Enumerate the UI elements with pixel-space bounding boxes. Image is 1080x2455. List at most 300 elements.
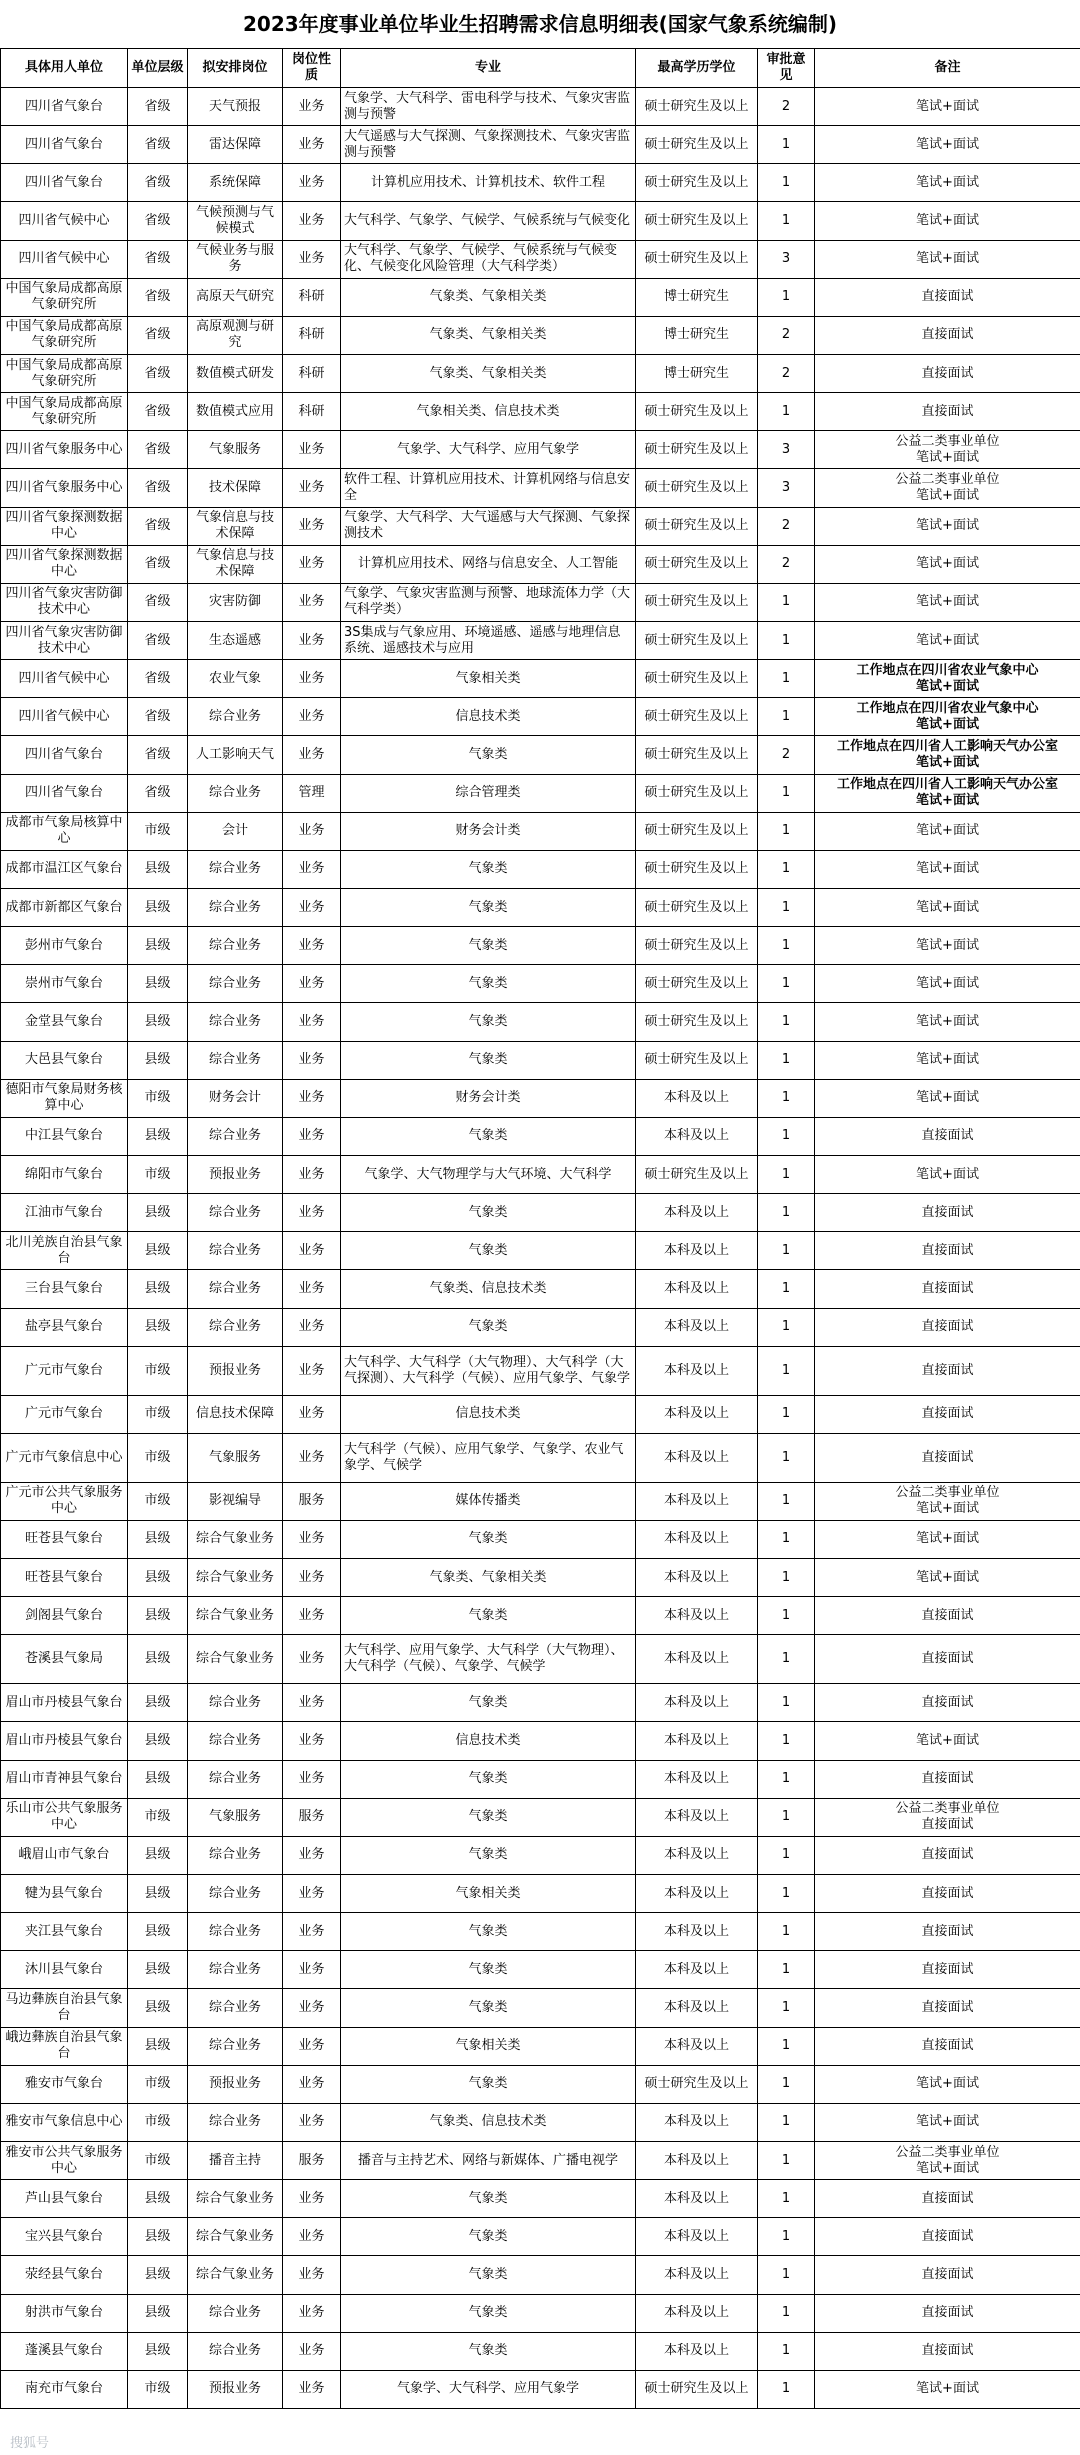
approval-cell: 1 [758, 1520, 815, 1558]
table-row [1, 660, 1080, 698]
degree-cell: 本科及以上 [636, 2027, 758, 2065]
table-row [1, 1798, 1080, 1836]
remark-cell: 直接面试 [815, 1194, 1080, 1232]
col-header-level: 单位层级 [128, 49, 188, 88]
table-row [1, 1433, 1080, 1482]
level-cell: 县级 [128, 1913, 188, 1951]
table-row [1, 2294, 1080, 2332]
major-cell: 气象类 [341, 1913, 636, 1951]
major-cell: 气象类 [341, 1760, 636, 1798]
remark-cell: 工作地点在四川省农业气象中心 笔试+面试 [815, 660, 1080, 698]
unit-cell: 旺苍县气象台 [1, 1520, 128, 1558]
degree-cell: 本科及以上 [636, 1635, 758, 1684]
remark-cell: 直接面试 [815, 1308, 1080, 1346]
remark-cell: 直接面试 [815, 1989, 1080, 2027]
remark-cell: 直接面试 [815, 2180, 1080, 2218]
table-row [1, 2332, 1080, 2370]
level-cell: 省级 [128, 469, 188, 507]
degree-cell: 本科及以上 [636, 1559, 758, 1597]
remark-cell: 笔试+面试 [815, 1003, 1080, 1041]
post-cell: 预报业务 [188, 2370, 283, 2408]
unit-cell: 崇州市气象台 [1, 965, 128, 1003]
unit-cell: 四川省气象灾害防御技术中心 [1, 621, 128, 659]
post-cell: 综合气象业务 [188, 1597, 283, 1635]
table-body [1, 88, 1080, 2409]
major-cell: 财务会计类 [341, 1079, 636, 1117]
table-row [1, 1270, 1080, 1308]
post-cell: 灾害防御 [188, 583, 283, 621]
nature-cell: 业务 [283, 1232, 341, 1270]
remark-cell: 直接面试 [815, 1232, 1080, 1270]
post-cell: 雷达保障 [188, 126, 283, 164]
unit-cell: 眉山市青神县气象台 [1, 1760, 128, 1798]
post-cell: 数值模式研发 [188, 354, 283, 392]
unit-cell: 宝兴县气象台 [1, 2218, 128, 2256]
degree-cell: 本科及以上 [636, 2103, 758, 2141]
remark-cell: 笔试+面试 [815, 88, 1080, 126]
table-row [1, 2370, 1080, 2408]
table-row [1, 240, 1080, 278]
remark-cell: 直接面试 [815, 278, 1080, 316]
major-cell: 气象类 [341, 1597, 636, 1635]
nature-cell: 业务 [283, 2027, 341, 2065]
remark-cell: 直接面试 [815, 1346, 1080, 1395]
unit-cell: 中国气象局成都高原气象研究所 [1, 354, 128, 392]
major-cell: 大气科学、大气科学（大气物理）、大气科学（大气探测）、大气科学（气候）、应用气象学、气象学 [341, 1346, 636, 1395]
table-row [1, 1155, 1080, 1193]
remark-cell: 笔试+面试 [815, 888, 1080, 926]
level-cell: 县级 [128, 965, 188, 1003]
nature-cell: 业务 [283, 1194, 341, 1232]
approval-cell: 1 [758, 2332, 815, 2370]
major-cell: 信息技术类 [341, 1722, 636, 1760]
approval-cell: 1 [758, 393, 815, 431]
post-cell: 综合业务 [188, 698, 283, 736]
approval-cell: 1 [758, 621, 815, 659]
degree-cell: 本科及以上 [636, 1270, 758, 1308]
approval-cell: 2 [758, 507, 815, 545]
approval-cell: 1 [758, 812, 815, 850]
approval-cell: 1 [758, 1308, 815, 1346]
major-cell: 软件工程、计算机应用技术、计算机网络与信息安全 [341, 469, 636, 507]
post-cell: 综合业务 [188, 1003, 283, 1041]
level-cell: 县级 [128, 1989, 188, 2027]
table-row [1, 1232, 1080, 1270]
table-row [1, 393, 1080, 431]
nature-cell: 业务 [283, 1308, 341, 1346]
approval-cell: 1 [758, 2218, 815, 2256]
post-cell: 生态遥感 [188, 621, 283, 659]
major-cell: 气象类 [341, 1003, 636, 1041]
post-cell: 综合业务 [188, 1951, 283, 1989]
unit-cell: 荥经县气象台 [1, 2256, 128, 2294]
unit-cell: 四川省气象探测数据中心 [1, 507, 128, 545]
unit-cell: 四川省气象台 [1, 126, 128, 164]
nature-cell: 业务 [283, 2294, 341, 2332]
col-header-nature: 岗位性质 [283, 49, 341, 88]
post-cell: 综合业务 [188, 1875, 283, 1913]
remark-cell: 直接面试 [815, 2332, 1080, 2370]
major-cell: 信息技术类 [341, 698, 636, 736]
level-cell: 县级 [128, 1117, 188, 1155]
nature-cell: 业务 [283, 698, 341, 736]
level-cell: 省级 [128, 202, 188, 240]
nature-cell: 业务 [283, 1760, 341, 1798]
major-cell: 气象类、气象相关类 [341, 1559, 636, 1597]
unit-cell: 中国气象局成都高原气象研究所 [1, 316, 128, 354]
unit-cell: 南充市气象台 [1, 2370, 128, 2408]
major-cell: 气象类 [341, 888, 636, 926]
approval-cell: 1 [758, 1194, 815, 1232]
col-header-unit: 具体用人单位 [1, 49, 128, 88]
major-cell: 气象类、信息技术类 [341, 1270, 636, 1308]
post-cell: 气候预测与气候模式 [188, 202, 283, 240]
post-cell: 信息技术保障 [188, 1395, 283, 1433]
major-cell: 气象类、气象相关类 [341, 316, 636, 354]
col-header-approval: 审批意见 [758, 49, 815, 88]
post-cell: 综合气象业务 [188, 1559, 283, 1597]
degree-cell: 硕士研究生及以上 [636, 660, 758, 698]
nature-cell: 业务 [283, 1559, 341, 1597]
post-cell: 综合业务 [188, 1913, 283, 1951]
table-row [1, 774, 1080, 812]
major-cell: 计算机应用技术、网络与信息安全、人工智能 [341, 545, 636, 583]
remark-cell: 直接面试 [815, 1395, 1080, 1433]
table-row [1, 545, 1080, 583]
remark-cell: 直接面试 [815, 393, 1080, 431]
level-cell: 省级 [128, 621, 188, 659]
degree-cell: 硕士研究生及以上 [636, 2370, 758, 2408]
post-cell: 播音主持 [188, 2142, 283, 2180]
major-cell: 大气科学、气象学、气候学、气候系统与气候变化、气候变化风险管理（大气科学类） [341, 240, 636, 278]
degree-cell: 硕士研究生及以上 [636, 736, 758, 774]
approval-cell: 1 [758, 1395, 815, 1433]
level-cell: 市级 [128, 2370, 188, 2408]
remark-cell: 直接面试 [815, 1836, 1080, 1874]
remark-cell: 公益二类事业单位 笔试+面试 [815, 431, 1080, 469]
major-cell: 气象类 [341, 2218, 636, 2256]
major-cell: 气象学、大气科学、雷电科学与技术、气象灾害监测与预警 [341, 88, 636, 126]
remark-cell: 公益二类事业单位 笔试+面试 [815, 1482, 1080, 1520]
remark-cell: 笔试+面试 [815, 1559, 1080, 1597]
nature-cell: 业务 [283, 507, 341, 545]
remark-cell: 笔试+面试 [815, 812, 1080, 850]
level-cell: 县级 [128, 888, 188, 926]
degree-cell: 本科及以上 [636, 1913, 758, 1951]
degree-cell: 本科及以上 [636, 2294, 758, 2332]
nature-cell: 业务 [283, 965, 341, 1003]
post-cell: 农业气象 [188, 660, 283, 698]
table-row [1, 1395, 1080, 1433]
table-row [1, 736, 1080, 774]
unit-cell: 四川省气象灾害防御技术中心 [1, 583, 128, 621]
table-row [1, 2256, 1080, 2294]
major-cell: 大气遥感与大气探测、气象探测技术、气象灾害监测与预警 [341, 126, 636, 164]
table-row [1, 1079, 1080, 1117]
col-header-degree: 最高学历学位 [636, 49, 758, 88]
degree-cell: 硕士研究生及以上 [636, 469, 758, 507]
major-cell: 气象相关类 [341, 1875, 636, 1913]
table-header-row [1, 49, 1080, 88]
major-cell: 大气科学、应用气象学、大气科学（大气物理）、大气科学（气候）、气象学、气候学 [341, 1635, 636, 1684]
post-cell: 综合气象业务 [188, 1520, 283, 1558]
post-cell: 综合业务 [188, 927, 283, 965]
level-cell: 县级 [128, 1597, 188, 1635]
major-cell: 气象学、大气科学、大气遥感与大气探测、气象探测技术 [341, 507, 636, 545]
approval-cell: 1 [758, 1684, 815, 1722]
post-cell: 综合业务 [188, 1684, 283, 1722]
nature-cell: 业务 [283, 88, 341, 126]
degree-cell: 硕士研究生及以上 [636, 393, 758, 431]
major-cell: 气象类 [341, 850, 636, 888]
level-cell: 县级 [128, 1684, 188, 1722]
post-cell: 气象服务 [188, 1433, 283, 1482]
unit-cell: 成都市新都区气象台 [1, 888, 128, 926]
level-cell: 县级 [128, 1635, 188, 1684]
degree-cell: 本科及以上 [636, 1798, 758, 1836]
table-row [1, 2103, 1080, 2141]
approval-cell: 1 [758, 1722, 815, 1760]
table-row [1, 1041, 1080, 1079]
level-cell: 省级 [128, 316, 188, 354]
table-row [1, 1559, 1080, 1597]
table-row [1, 354, 1080, 392]
nature-cell: 业务 [283, 2218, 341, 2256]
remark-cell: 直接面试 [815, 1951, 1080, 1989]
major-cell: 气象类 [341, 2332, 636, 2370]
post-cell: 气候业务与服务 [188, 240, 283, 278]
major-cell: 气象类 [341, 1684, 636, 1722]
remark-cell: 笔试+面试 [815, 164, 1080, 202]
post-cell: 综合业务 [188, 1194, 283, 1232]
level-cell: 市级 [128, 2103, 188, 2141]
major-cell: 气象学、大气物理学与大气环境、大气科学 [341, 1155, 636, 1193]
major-cell: 气象类 [341, 1194, 636, 1232]
unit-cell: 盐亭县气象台 [1, 1308, 128, 1346]
major-cell: 信息技术类 [341, 1395, 636, 1433]
approval-cell: 1 [758, 1559, 815, 1597]
unit-cell: 四川省气候中心 [1, 202, 128, 240]
remark-cell: 直接面试 [815, 1117, 1080, 1155]
major-cell: 气象类 [341, 1232, 636, 1270]
unit-cell: 中国气象局成都高原气象研究所 [1, 278, 128, 316]
nature-cell: 业务 [283, 1003, 341, 1041]
approval-cell: 1 [758, 1346, 815, 1395]
degree-cell: 硕士研究生及以上 [636, 507, 758, 545]
major-cell: 媒体传播类 [341, 1482, 636, 1520]
unit-cell: 成都市气象局核算中心 [1, 812, 128, 850]
nature-cell: 业务 [283, 1117, 341, 1155]
level-cell: 县级 [128, 1875, 188, 1913]
nature-cell: 业务 [283, 1684, 341, 1722]
table-row [1, 965, 1080, 1003]
post-cell: 综合业务 [188, 1760, 283, 1798]
approval-cell: 3 [758, 240, 815, 278]
post-cell: 影视编导 [188, 1482, 283, 1520]
approval-cell: 3 [758, 431, 815, 469]
nature-cell: 业务 [283, 1635, 341, 1684]
major-cell: 气象类 [341, 1989, 636, 2027]
unit-cell: 广元市公共气象服务中心 [1, 1482, 128, 1520]
remark-cell: 笔试+面试 [815, 1722, 1080, 1760]
level-cell: 县级 [128, 1836, 188, 1874]
degree-cell: 硕士研究生及以上 [636, 1155, 758, 1193]
post-cell: 综合业务 [188, 1270, 283, 1308]
nature-cell: 业务 [283, 1520, 341, 1558]
level-cell: 省级 [128, 736, 188, 774]
level-cell: 县级 [128, 2294, 188, 2332]
approval-cell: 1 [758, 1798, 815, 1836]
post-cell: 综合业务 [188, 1041, 283, 1079]
nature-cell: 业务 [283, 888, 341, 926]
degree-cell: 硕士研究生及以上 [636, 812, 758, 850]
nature-cell: 业务 [283, 1346, 341, 1395]
remark-cell: 笔试+面试 [815, 126, 1080, 164]
major-cell: 气象类 [341, 2065, 636, 2103]
level-cell: 县级 [128, 1194, 188, 1232]
table-row [1, 469, 1080, 507]
post-cell: 系统保障 [188, 164, 283, 202]
nature-cell: 业务 [283, 1913, 341, 1951]
degree-cell: 本科及以上 [636, 1194, 758, 1232]
table-row [1, 507, 1080, 545]
approval-cell: 2 [758, 354, 815, 392]
remark-cell: 公益二类事业单位 笔试+面试 [815, 2142, 1080, 2180]
nature-cell: 业务 [283, 202, 341, 240]
major-cell: 气象类 [341, 2294, 636, 2332]
approval-cell: 1 [758, 1270, 815, 1308]
nature-cell: 业务 [283, 927, 341, 965]
post-cell: 综合业务 [188, 774, 283, 812]
remark-cell: 直接面试 [815, 2027, 1080, 2065]
recruitment-table [0, 48, 1080, 2409]
post-cell: 预报业务 [188, 1155, 283, 1193]
level-cell: 省级 [128, 583, 188, 621]
unit-cell: 四川省气象台 [1, 736, 128, 774]
unit-cell: 大邑县气象台 [1, 1041, 128, 1079]
level-cell: 省级 [128, 240, 188, 278]
level-cell: 县级 [128, 2027, 188, 2065]
post-cell: 综合业务 [188, 965, 283, 1003]
nature-cell: 科研 [283, 316, 341, 354]
level-cell: 省级 [128, 507, 188, 545]
table-row [1, 1117, 1080, 1155]
table-row [1, 1003, 1080, 1041]
post-cell: 综合气象业务 [188, 2256, 283, 2294]
level-cell: 市级 [128, 1482, 188, 1520]
level-cell: 市级 [128, 2065, 188, 2103]
unit-cell: 广元市气象台 [1, 1346, 128, 1395]
nature-cell: 业务 [283, 621, 341, 659]
nature-cell: 业务 [283, 1079, 341, 1117]
remark-cell: 笔试+面试 [815, 2370, 1080, 2408]
table-row [1, 1635, 1080, 1684]
unit-cell: 四川省气候中心 [1, 698, 128, 736]
level-cell: 省级 [128, 126, 188, 164]
post-cell: 综合气象业务 [188, 1635, 283, 1684]
degree-cell: 博士研究生 [636, 316, 758, 354]
major-cell: 气象类、信息技术类 [341, 2103, 636, 2141]
nature-cell: 业务 [283, 1836, 341, 1874]
table-row [1, 88, 1080, 126]
post-cell: 气象服务 [188, 1798, 283, 1836]
degree-cell: 硕士研究生及以上 [636, 164, 758, 202]
unit-cell: 沐川县气象台 [1, 1951, 128, 1989]
nature-cell: 管理 [283, 774, 341, 812]
unit-cell: 彭州市气象台 [1, 927, 128, 965]
nature-cell: 业务 [283, 1989, 341, 2027]
level-cell: 县级 [128, 1041, 188, 1079]
level-cell: 省级 [128, 698, 188, 736]
degree-cell: 硕士研究生及以上 [636, 965, 758, 1003]
nature-cell: 业务 [283, 850, 341, 888]
post-cell: 高原天气研究 [188, 278, 283, 316]
approval-cell: 1 [758, 1913, 815, 1951]
degree-cell: 硕士研究生及以上 [636, 1041, 758, 1079]
table-row [1, 1684, 1080, 1722]
table-row [1, 126, 1080, 164]
level-cell: 县级 [128, 1559, 188, 1597]
post-cell: 财务会计 [188, 1079, 283, 1117]
col-header-major: 专业 [341, 49, 636, 88]
col-header-post: 拟安排岗位 [188, 49, 283, 88]
degree-cell: 硕士研究生及以上 [636, 621, 758, 659]
approval-cell: 1 [758, 2370, 815, 2408]
post-cell: 综合业务 [188, 1722, 283, 1760]
remark-cell: 直接面试 [815, 1913, 1080, 1951]
post-cell: 技术保障 [188, 469, 283, 507]
post-cell: 天气预报 [188, 88, 283, 126]
degree-cell: 本科及以上 [636, 1482, 758, 1520]
major-cell: 气象类 [341, 1951, 636, 1989]
level-cell: 县级 [128, 1270, 188, 1308]
post-cell: 综合业务 [188, 2294, 283, 2332]
remark-cell: 工作地点在四川省农业气象中心 笔试+面试 [815, 698, 1080, 736]
nature-cell: 业务 [283, 431, 341, 469]
unit-cell: 四川省气象服务中心 [1, 431, 128, 469]
level-cell: 县级 [128, 2180, 188, 2218]
major-cell: 气象相关类 [341, 660, 636, 698]
unit-cell: 四川省气象台 [1, 88, 128, 126]
unit-cell: 马边彝族自治县气象台 [1, 1989, 128, 2027]
post-cell: 气象服务 [188, 431, 283, 469]
col-header-remark: 备注 [815, 49, 1080, 88]
major-cell: 气象类 [341, 1520, 636, 1558]
degree-cell: 本科及以上 [636, 1079, 758, 1117]
approval-cell: 1 [758, 660, 815, 698]
approval-cell: 1 [758, 850, 815, 888]
remark-cell: 直接面试 [815, 1597, 1080, 1635]
nature-cell: 服务 [283, 2142, 341, 2180]
unit-cell: 四川省气象服务中心 [1, 469, 128, 507]
degree-cell: 硕士研究生及以上 [636, 888, 758, 926]
remark-cell: 笔试+面试 [815, 927, 1080, 965]
unit-cell: 江油市气象台 [1, 1194, 128, 1232]
level-cell: 县级 [128, 850, 188, 888]
level-cell: 省级 [128, 545, 188, 583]
nature-cell: 服务 [283, 1798, 341, 1836]
degree-cell: 硕士研究生及以上 [636, 583, 758, 621]
approval-cell: 1 [758, 1482, 815, 1520]
remark-cell: 直接面试 [815, 316, 1080, 354]
nature-cell: 业务 [283, 2256, 341, 2294]
degree-cell: 硕士研究生及以上 [636, 1003, 758, 1041]
table-row [1, 2027, 1080, 2065]
degree-cell: 本科及以上 [636, 1520, 758, 1558]
approval-cell: 2 [758, 316, 815, 354]
level-cell: 县级 [128, 2218, 188, 2256]
major-cell: 气象类 [341, 1041, 636, 1079]
